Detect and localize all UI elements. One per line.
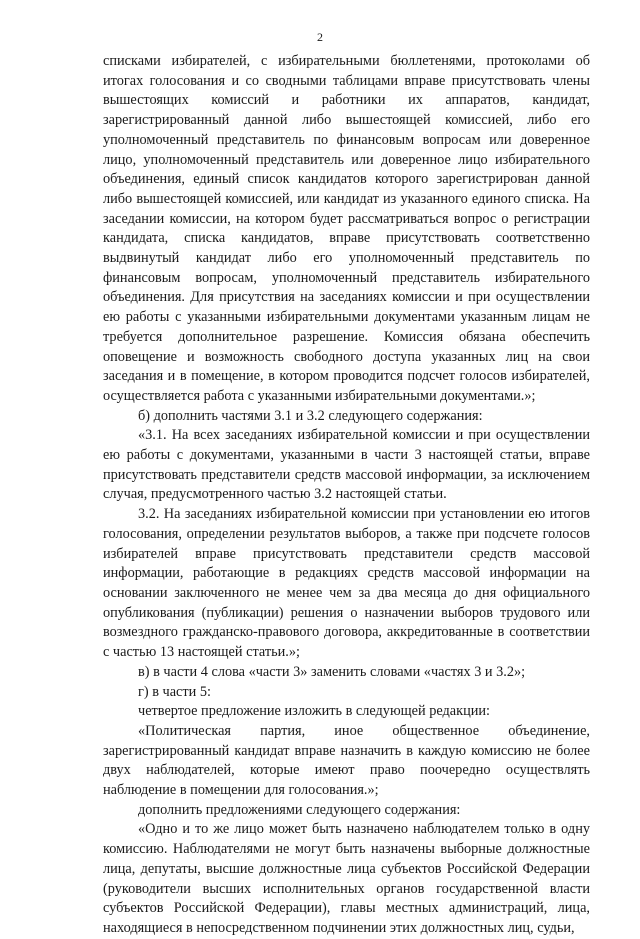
paragraph-observer: «Одно и то же лицо может быть назначено наблюдателем только в одну комиссию. Наблюдателями не могут быть назначены выборные должностные лица, депутаты, высшие должностные лица субъектов Российской Федерации (руководители высших исполнительных органов государственной власти субъектов Российской Федерации), главы местных администраций, лица, находящиеся в непосредственном подчинении этих должностных лиц, судьи, [103, 821, 590, 936]
paragraph-part-3-2: 3.2. На заседаниях избирательной комиссии при установлении ею итогов голосования, определении результатов выборов, а также при подсчете голосов избирателей вправе присутствовать представители средств массовой информации, работающие в редакциях средств массовой информации на основании заключенного не менее чем за два месяца до дня официального опубликования (публикации) решения о назначении выборов трудового или возмездного гражданско-правового договора, аккредитованные в соответствии с частью 13 настоящей статьи.»; [103, 506, 590, 661]
document-body [103, 52, 590, 939]
paragraph-amendment-v: в) в части 4 слова «части 3» заменить словами «частях 3 и 3.2»; [138, 663, 526, 680]
paragraph-amendment-g: г) в части 5: [138, 683, 211, 700]
paragraph-continuation: списками избирателей, с избирательными бюллетенями, протоколами об итогах голосования и со сводными таблицами вправе присутствовать члены вышестоящих комиссий и работники их аппаратов, кандидат, зарегистрированный данной либо вышестоящей комиссией, либо его уполномоченный представитель по финансовым вопросам или доверенное лицо, уполномоченный представитель или доверенное лицо избирательного объединения, единый список кандидатов которого зарегистрирован данной либо вышестоящей комиссией, или кандидат из указанного единого списка. На заседании комиссии, на котором будет рассматриваться вопрос о регистрации кандидата, списка кандидатов, вправе присутствовать соответственно выдвинутый кандидат либо его уполномоченный представитель по финансовым вопросам, уполномоченный представитель избирательного объединения. Для присутствия на заседаниях комиссии и при осуществлении ею работы с указанными избирательными документами указанным лицам не требуется дополнительное разрешение. Комиссия обязана обеспечить оповещение и возможность свободного доступа указанных лиц на свои заседания и в помещение, в котором проводится подсчет голосов избирателей, осуществляется работа с указанными избирательными документами.»; [103, 53, 590, 404]
paragraph-political-party: «Политическая партия, иное общественное объединение, зарегистрированный кандидат вправе назначить в каждую комиссию не более двух наблюдателей, которые имеют право поочередно осуществлять наблюдение в помещении для голосования.»; [103, 722, 590, 799]
paragraph-amendment-b: б) дополнить частями 3.1 и 3.2 следующего содержания: [138, 407, 483, 424]
page-number: 2 [317, 30, 323, 44]
paragraph-add-sentences: дополнить предложениями следующего содержания: [138, 801, 461, 818]
paragraph-fourth-sentence: четвертое предложение изложить в следующей редакции: [138, 703, 491, 720]
paragraph-part-3-1: «3.1. На всех заседаниях избирательной комиссии и при осуществлении ею работы с документами, указанными в части 3 настоящей статьи, вправе присутствовать представители средств массовой информации, за исключением случая, предусмотренного частью 3.2 настоящей статьи. [103, 427, 590, 503]
